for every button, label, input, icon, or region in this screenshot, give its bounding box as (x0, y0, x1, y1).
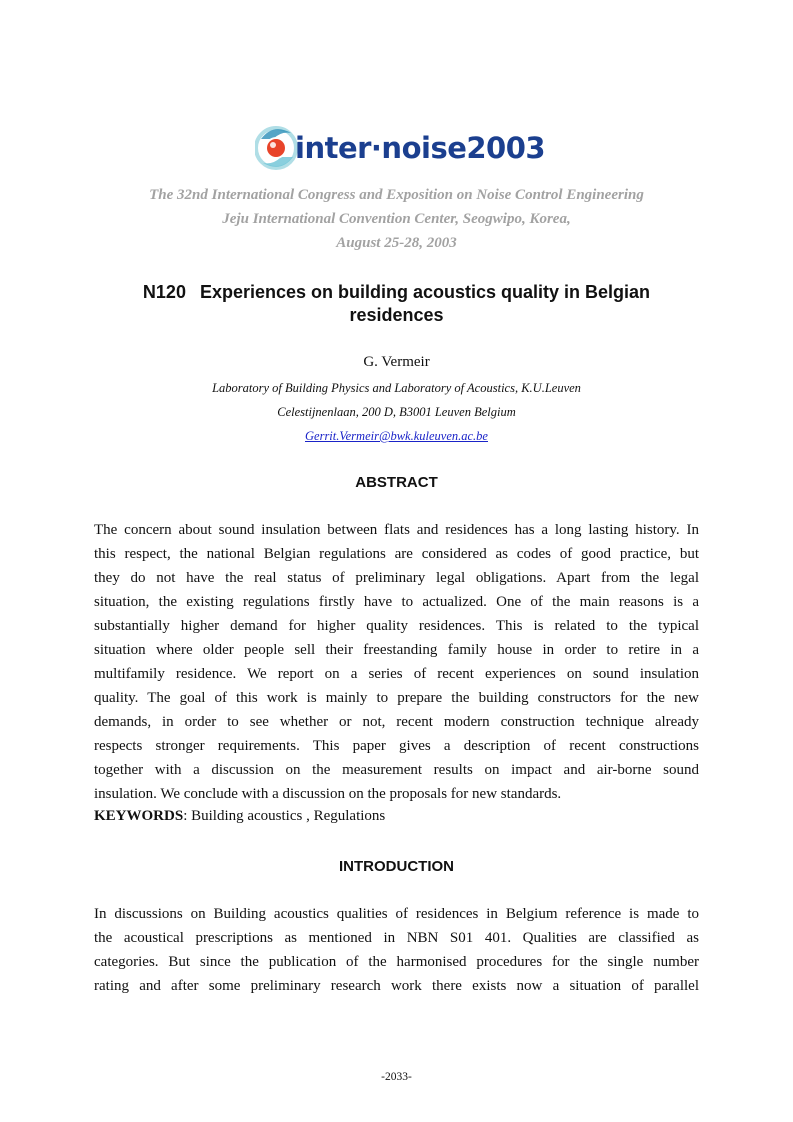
introduction-heading: INTRODUCTION (339, 858, 454, 875)
paper-number: N120 (142, 282, 186, 302)
author-name: G. Vermeir (363, 354, 430, 370)
abstract-line: situation, the existing regulations firstly have to actualized. One of the main reasons is a (94, 594, 699, 610)
abstract-heading: ABSTRACT (355, 474, 438, 491)
keywords-value: : Building acoustics , Regulations (183, 808, 386, 824)
abstract-line: quality. The goal of this work is mainly to prepare the building constructors for the new (94, 690, 699, 706)
abstract-line: The concern about sound insulation between flats and residences has a long lasting history. In (94, 522, 699, 538)
abstract-line: respects stronger requirements. This paper gives a description of recent constructions (94, 738, 699, 754)
page-number: -2033- (381, 1071, 412, 1083)
swirl-logo-icon (255, 121, 299, 175)
keywords (94, 808, 385, 825)
abstract-line: situation where older people sell their freestanding family house in order to retire in a (94, 642, 699, 658)
abstract-line: this respect, the national Belgian regulations are considered as codes of good practice, but (94, 546, 699, 562)
author-affiliation: Laboratory of Building Physics and Laboratory of Acoustics, K.U.Leuven (212, 381, 581, 395)
author-email-link[interactable]: Gerrit.Vermeir@bwk.kuleuven.ac.be (305, 429, 488, 443)
keywords-label: KEYWORDS (94, 808, 184, 824)
introduction-line: rating and after some preliminary research work there exists now a situation of parallel (94, 978, 699, 994)
abstract-line: insulation. We conclude with a discussion on the proposals for new standards. (94, 786, 562, 802)
introduction-line: categories. But since the publication of the harmonised procedures for the single number (94, 954, 699, 970)
conference-name: The 32nd International Congress and Exposition on Noise Control Engineering (149, 187, 644, 203)
abstract-line: multifamily residence. We report on a series of recent experiences on sound insulation (94, 666, 699, 682)
logo-text: inter·noise2003 (295, 131, 546, 165)
introduction-body (94, 902, 699, 998)
abstract-line: together with a discussion on the measurement results on impact and air-borne sound (94, 762, 699, 778)
author-address: Celestijnenlaan, 200 D, B3001 Leuven Belgium (277, 405, 516, 419)
title-line-2: residences (349, 305, 444, 325)
conference-dates: August 25-28, 2003 (336, 235, 457, 251)
paper-title (110, 281, 683, 327)
conference-venue: Jeju International Convention Center, Seogwipo, Korea, (222, 211, 571, 227)
abstract-line: demands, in order to see whether or not, recent modern construction technique already (94, 714, 699, 730)
introduction-line: the acoustical prescriptions as mentioned in NBN S01 401. Qualities are classified as (94, 930, 699, 946)
abstract-line: substantially higher demand for higher quality residences. This is related to the typical (94, 618, 699, 634)
conference-logo (255, 121, 546, 175)
abstract-body (94, 518, 699, 806)
abstract-line: they do not have the real status of preliminary legal obligations. Apart from the legal (94, 570, 699, 586)
introduction-line: In discussions on Building acoustics qualities of residences in Belgium reference is made to (94, 906, 699, 922)
title-line-1: Experiences on building acoustics quality in Belgian (199, 282, 651, 302)
